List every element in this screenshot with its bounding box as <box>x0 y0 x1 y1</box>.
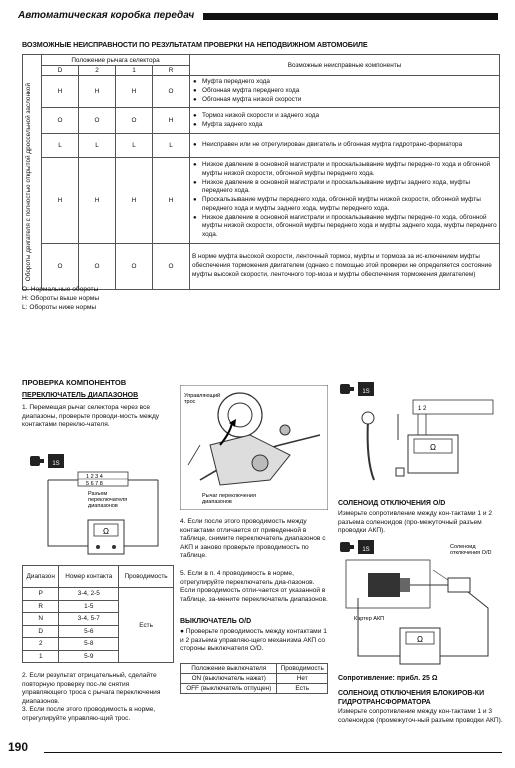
list-item: ● Низкое давление в основной магистрали и проскальзывание муфты заднего хода, муфты переднего хода. <box>202 179 497 197</box>
col-components-header: Возможные неисправные компоненты <box>190 55 500 76</box>
row-val: H <box>79 158 116 244</box>
row-val: O <box>79 108 116 134</box>
table-cell: R <box>23 600 59 613</box>
label-lever: Рычаг переключения диапазонов <box>202 493 256 505</box>
row-val: O <box>153 76 190 108</box>
side-caption-cell <box>23 76 42 290</box>
row-val: L <box>42 134 79 158</box>
row-components <box>190 134 500 158</box>
page-number: 190 <box>8 740 29 754</box>
col-group-header: Положение рычага селектора <box>42 55 190 66</box>
row-val: L <box>153 134 190 158</box>
lockup-solenoid-title: СОЛЕНОИД ОТКЛЮЧЕНИЯ БЛОКИРОВ-КИ ГИДРОТРАНСФОРМАТОРА <box>338 690 485 706</box>
bullet-icon: ● <box>180 628 186 635</box>
list-item: ● Муфта заднего хода <box>202 121 497 130</box>
row-components <box>190 158 500 244</box>
ohm-symbol: Ω <box>430 443 436 452</box>
list-item: ● Низкое давление в основной магистрали и проскальзывание муфты передне-го хода, обгонной муфты низкой скорости, обгонной муфты переднего хода и муфты заднего хода, муфты переднего хода. <box>202 214 497 240</box>
col-header: Проводимость <box>277 664 328 674</box>
pos-header: D <box>42 66 79 76</box>
legend-item: O: Нормальные обороты <box>22 286 99 293</box>
col-header: Диапазон <box>23 566 59 588</box>
legend-item: H: Обороты выше нормы <box>22 295 100 302</box>
svg-text:1S: 1S <box>52 461 60 467</box>
svg-text:1 2: 1 2 <box>418 406 427 412</box>
od-solenoid-text: Измерьте сопротивление между кон-тактами 1 и 2 разъема соленоидов (про-межуточный разъем проводки АКП). <box>338 510 493 535</box>
od-text: Проверьте проводимость между контактами 1 и 2 разъема управляю-щего механизма АКП со стороны выключателя O/D. <box>180 628 327 653</box>
side-cell-head <box>23 55 42 76</box>
label-solenoid: Соленоид отключения O/D <box>450 544 492 556</box>
step-2: 2. Если результат отрицательный, сделайте повторную проверку пос-ле снятия управляющего троса с рычага переключения диапазонов. <box>22 672 161 705</box>
list-item: ● Низкое давление в основной магистрали и проскальзывание муфты передне-го хода и обгонной муфты низкой скорости, обгонной муфты переднего хода. <box>202 161 497 179</box>
table-cell: 3-4, 5-7 <box>59 613 119 626</box>
pos-header: R <box>153 66 190 76</box>
table-cell: P <box>23 588 59 601</box>
step-1: 1. Перемещая рычаг селектора через все диапазоны, проверьте проводи-мость между контактами переклю-чателя. <box>22 404 160 429</box>
conductivity-cell: Есть <box>119 588 174 663</box>
table-cell: 5-9 <box>59 650 119 663</box>
row-val: O <box>79 244 116 290</box>
connector-top: 1 2 3 4 <box>86 474 103 480</box>
diagnosis-table <box>22 54 500 290</box>
row-val: H <box>116 158 153 244</box>
row-val: H <box>153 108 190 134</box>
col-header: Положение выключателя <box>181 664 277 674</box>
table-cell: 5-6 <box>59 625 119 638</box>
header-bar <box>203 13 498 20</box>
row-components <box>190 108 500 134</box>
row-val: L <box>116 134 153 158</box>
row-val: O <box>153 244 190 290</box>
pos-header: 2 <box>79 66 116 76</box>
col-header: Проводимость <box>119 566 174 588</box>
table-cell: 1-5 <box>59 600 119 613</box>
od-solenoid-diagram <box>338 380 502 490</box>
row-val: O <box>116 108 153 134</box>
step-3: 3. Если после этого проводимость в норме, отрегулируйте управляю-щий трос. <box>22 706 156 722</box>
page-header <box>18 10 498 24</box>
lockup-solenoid-text: Измерьте сопротивление между кон-тактами 1 и 3 соленоидов (промежуточ-ный разъем проводки АКП). <box>338 708 503 724</box>
range-switch-title: ПЕРЕКЛЮЧАТЕЛЬ ДИАПАЗОНОВ <box>22 392 139 399</box>
row-val: H <box>153 158 190 244</box>
row-val: H <box>116 76 153 108</box>
connector-label: Разъем переключателя диапазонов <box>88 491 128 509</box>
range-switch-diagram <box>28 450 170 560</box>
ohm-symbol: Ω <box>103 527 109 536</box>
list-item: ● Муфта переднего хода <box>202 78 497 87</box>
col-header: Номер контакта <box>59 566 119 588</box>
list-item: ● Обгонная муфта переднего хода <box>202 87 497 96</box>
header-title: Автоматическая коробка передач <box>18 10 195 21</box>
table-cell: D <box>23 625 59 638</box>
table-cell: 3-4, 2-5 <box>59 588 119 601</box>
table-cell: Нет <box>277 674 328 684</box>
row-components <box>190 76 500 108</box>
pos-header: 1 <box>116 66 153 76</box>
row-val: O <box>42 244 79 290</box>
od-switch-table <box>180 663 328 694</box>
od-switch-title: ВЫКЛЮЧАТЕЛЬ O/D <box>180 618 252 625</box>
table-cell: N <box>23 613 59 626</box>
table-cell: ON (выключатель нажат) <box>181 674 277 684</box>
table-cell: 5-8 <box>59 638 119 651</box>
step-5: 5. Если в п. 4 проводимость в норме, отрегулируйте переключатель диа-пазонов. Если проводимость отли-чается от указанной в таблице, за-мените переключатель диапазонов. <box>180 570 328 603</box>
range-switch-table <box>22 565 174 663</box>
table-cell: OFF (выключатель отпущен) <box>181 684 277 694</box>
table-cell: 2 <box>23 638 59 651</box>
plug-icon <box>30 454 64 468</box>
components-title: ПРОВЕРКА КОМПОНЕНТОВ <box>22 378 127 387</box>
legend-item: L: Обороты ниже нормы <box>22 304 97 311</box>
svg-text:1S: 1S <box>362 547 370 553</box>
row-val: L <box>79 134 116 158</box>
resistance-value: Сопротивление: прибл. 25 Ω <box>338 675 438 682</box>
list-item: ● Неисправен или не отрегулирован двигатель и обгонная муфта гидротранс-форматора <box>202 141 497 150</box>
side-caption: Обороты двигателя с полностью открытой дроссельной заслонкой <box>25 83 32 282</box>
step-4: 4. Если после этого проводимость между контактами отличается от приведенной в таблице, снимите переключатель диапазонов с АКП и заново проверьте проводимость по таблице. <box>180 518 326 560</box>
row-val: O <box>42 108 79 134</box>
row-val: H <box>79 76 116 108</box>
section-title: ВОЗМОЖНЫЕ НЕИСПРАВНОСТИ ПО РЕЗУЛЬТАТАМ ПРОВЕРКИ НА НЕПОДВИЖНОМ АВТОМОБИЛЕ <box>22 40 368 49</box>
list-item: ● Обгонная муфта низкой скорости <box>202 96 497 105</box>
svg-text:Ω: Ω <box>417 635 423 644</box>
svg-text:1S: 1S <box>362 389 370 395</box>
table-cell: Есть <box>277 684 328 694</box>
footer-rule <box>44 752 502 753</box>
lever-diagram <box>180 385 328 510</box>
row-note: В норме муфта высокой скорости, ленточный тормоз, муфты и тормоза за ис-ключением муфты обеспечения торможения двигателем (однако с помощью этой проверки не определяется состояние муфты высокой скорости, ленточного тор-моза и муфты обеспечения торможения двигателем) <box>190 244 500 290</box>
legend <box>22 285 99 312</box>
solenoid-wiring-diagram <box>338 538 502 668</box>
od-solenoid-title: СОЛЕНОИД ОТКЛЮЧЕНИЯ O/D <box>338 500 446 507</box>
label-case: Картер АКП <box>354 616 385 622</box>
row-val: O <box>116 244 153 290</box>
list-item: ● Тормоз низкой скорости и заднего хода <box>202 112 497 121</box>
label-cable: Управляющий трос <box>184 393 221 405</box>
od-switch-text <box>180 628 330 654</box>
table-cell: 1 <box>23 650 59 663</box>
connector-bottom: 5 6 7 8 <box>86 481 103 487</box>
row-val: H <box>42 76 79 108</box>
row-val: H <box>42 158 79 244</box>
list-item: ● Проскальзывание муфты переднего хода, обгонной муфты низкой скорости, обгонной муфты переднего хода и муфты заднего хода, муфты переднего хода. <box>202 196 497 214</box>
solenoid-shape <box>368 573 400 597</box>
